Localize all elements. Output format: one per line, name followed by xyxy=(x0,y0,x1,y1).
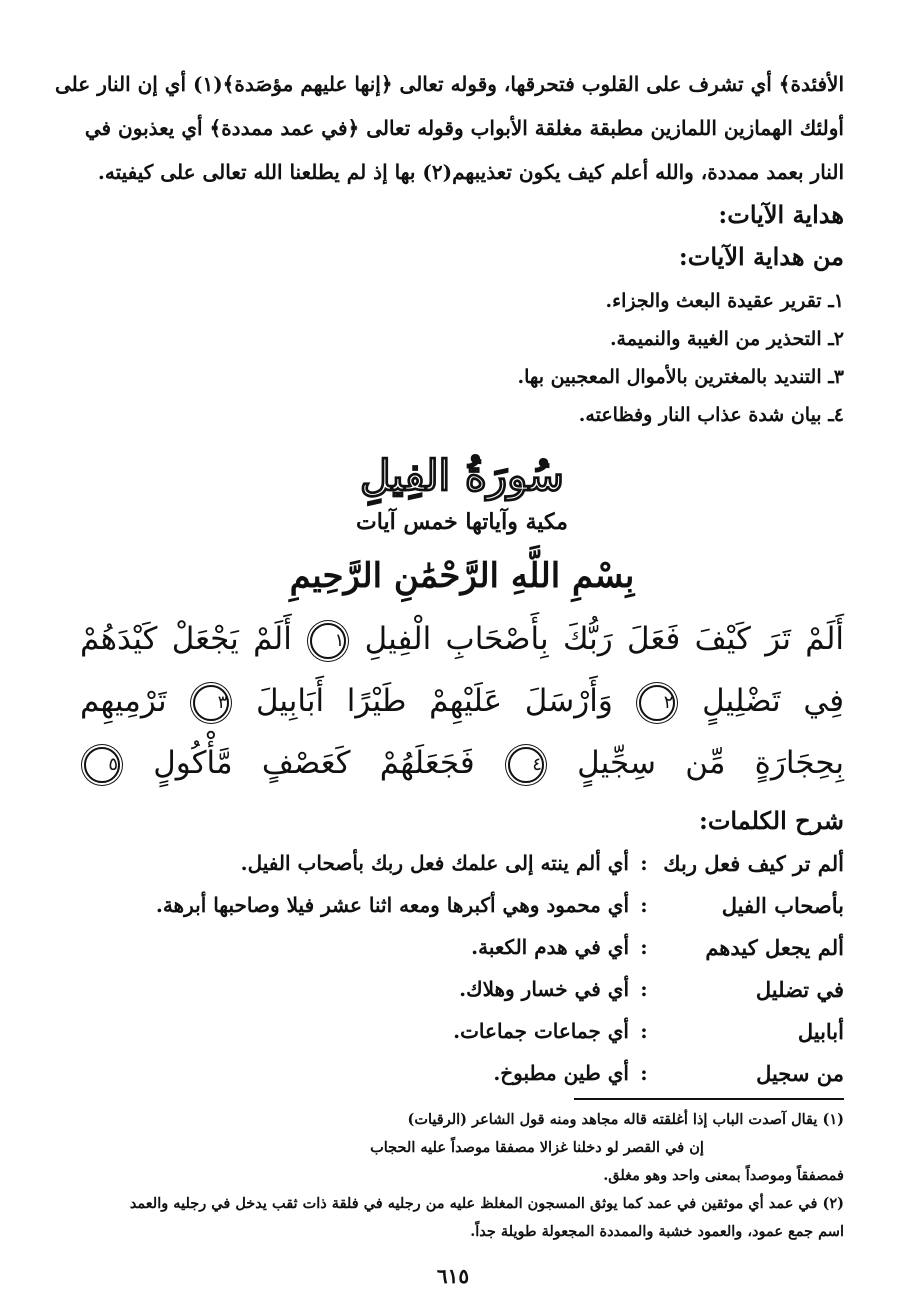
glossary-term: ألم يجعل كيدهم xyxy=(705,934,844,960)
glossary-term: من سجيل xyxy=(756,1060,844,1086)
verse-number-marker: ٣ xyxy=(193,685,229,721)
page-number: ٦١٥ xyxy=(436,1264,470,1288)
verse-text: أَلَمْ يَجْعَلْ كَيْدَهُمْ xyxy=(80,621,292,657)
lesson-item: ٢ـ التحذير من الغيبة والنميمة. xyxy=(609,328,844,350)
lesson-item: ٣ـ التنديد بالمغترين بالأموال المعجبين بها. xyxy=(517,366,844,388)
lesson-item: ١ـ تقرير عقيدة البعث والجزاء. xyxy=(605,290,844,312)
verse-text: أَلَمْ تَرَ كَيْفَ فَعَلَ رَبُّكَ بِأَصْحَابِ الْفِيلِ xyxy=(364,621,844,657)
glossary-colon: : xyxy=(640,935,648,959)
glossary-definition: أي في هدم الكعبة. xyxy=(471,935,629,959)
footnote-1-poem: إن في القصر لو دخلنا غزالا مصفقا موصداً عليه الحجاب xyxy=(370,1139,704,1156)
verse-text: وَأَرْسَلَ عَلَيْهِمْ طَيْرًا أَبَابِيلَ xyxy=(255,683,613,719)
footnote-1-note: فمصفقاً وموصداً بمعنى واحد وهو مغلق. xyxy=(603,1167,844,1184)
footnotes xyxy=(80,1106,844,1246)
glossary-term: في تضليل xyxy=(755,976,844,1002)
glossary-definition: أي طين مطبوخ. xyxy=(493,1061,629,1085)
glossary-colon: : xyxy=(640,1019,648,1043)
glossary-colon: : xyxy=(640,893,648,917)
heading-from-guidance: من هداية الآيات: xyxy=(678,242,844,271)
glossary-definition: أي محمود وهي أكبرها ومعه اثنا عشر فيلا وصاحبها أبرهة. xyxy=(155,893,629,917)
footnote-divider xyxy=(574,1098,844,1100)
lesson-item: ٤ـ بيان شدة عذاب النار وفظاعته. xyxy=(578,404,844,426)
intro-line: أولئك الهمازين اللمازين مطبقة مغلقة الأبواب وقوله تعالى ﴿في عمد ممددة﴾ أي يعذبون في xyxy=(84,116,844,140)
intro-paragraph xyxy=(55,62,844,194)
surah-title: سُورَةُ الفِيلِ xyxy=(360,451,564,500)
glossary-definition: أي ألم ينته إلى علمك فعل ربك بأصحاب الفيل. xyxy=(240,851,629,875)
verse-line xyxy=(80,670,844,732)
basmala: بِسْمِ اللَّهِ الرَّحْمَٰنِ الرَّحِيمِ xyxy=(289,556,635,596)
verse-line xyxy=(80,608,844,670)
glossary-definition: أي جماعات جماعات. xyxy=(453,1019,629,1043)
glossary-row xyxy=(80,968,844,1010)
verse-number-marker: ٤ xyxy=(508,747,544,783)
glossary-row xyxy=(80,1010,844,1052)
glossary-row xyxy=(80,1052,844,1094)
footnote-1: (١) يقال آصدت الباب إذا أغلقته قاله مجاهد ومنه قول الشاعر (الرقيات) xyxy=(407,1111,844,1128)
glossary-term: أبابيل xyxy=(797,1018,844,1044)
verse-number-marker: ٢ xyxy=(639,685,675,721)
glossary-colon: : xyxy=(640,977,648,1001)
lessons-list xyxy=(80,282,844,434)
glossary-definition: أي في خسار وهلاك. xyxy=(459,977,629,1001)
glossary-row xyxy=(80,842,844,884)
verse-number-marker: ١ xyxy=(310,623,346,659)
verse-text: فَجَعَلَهُمْ كَعَصْفٍ مَّأْكُولٍ xyxy=(153,745,475,781)
intro-line: الأفئدة﴾ أي تشرف على القلوب فتحرقها، وقوله تعالى ﴿إنها عليهم مؤصَدة﴾(١) أي إن النار على xyxy=(55,72,844,96)
verse-line xyxy=(80,732,844,794)
verse-text: بِحِجَارَةٍ مِّن سِجِّيلٍ xyxy=(577,745,844,781)
page-body xyxy=(55,62,845,1246)
glossary-table xyxy=(80,842,844,1094)
glossary-term: بأصحاب الفيل xyxy=(721,892,844,918)
glossary-colon: : xyxy=(640,851,648,875)
footnote-2: (٢) في عمد أي موثقين في عمد كما يوثق المسجون المغلظ عليه من رجليه في فلقة ذات ثقب يدخل في رجليه والعمد xyxy=(129,1195,844,1212)
glossary-title: شرح الكلمات: xyxy=(698,806,844,835)
heading-guidance: هداية الآيات: xyxy=(718,200,844,229)
glossary-row xyxy=(80,884,844,926)
surah-subtitle: مكية وآياتها خمس آيات xyxy=(356,509,568,535)
verse-number-marker: ٥ xyxy=(84,747,120,783)
glossary-row xyxy=(80,926,844,968)
glossary-colon: : xyxy=(640,1061,648,1085)
intro-line: النار بعمد ممددة، والله أعلم كيف يكون تعذيبهم(٢) بها إذ لم يطلعنا الله تعالى على كيفيته. xyxy=(97,160,844,184)
glossary-term: ألم تر كيف فعل ربك xyxy=(663,850,844,876)
verse-text: فِي تَضْلِيلٍ xyxy=(702,683,845,719)
verses-block xyxy=(80,608,844,794)
verse-text: تَرْمِيهِم xyxy=(80,683,167,719)
footnote-2-cont: اسم جمع عمود، والعمود خشبة والممددة المجعولة طويلة جداً. xyxy=(470,1223,844,1240)
